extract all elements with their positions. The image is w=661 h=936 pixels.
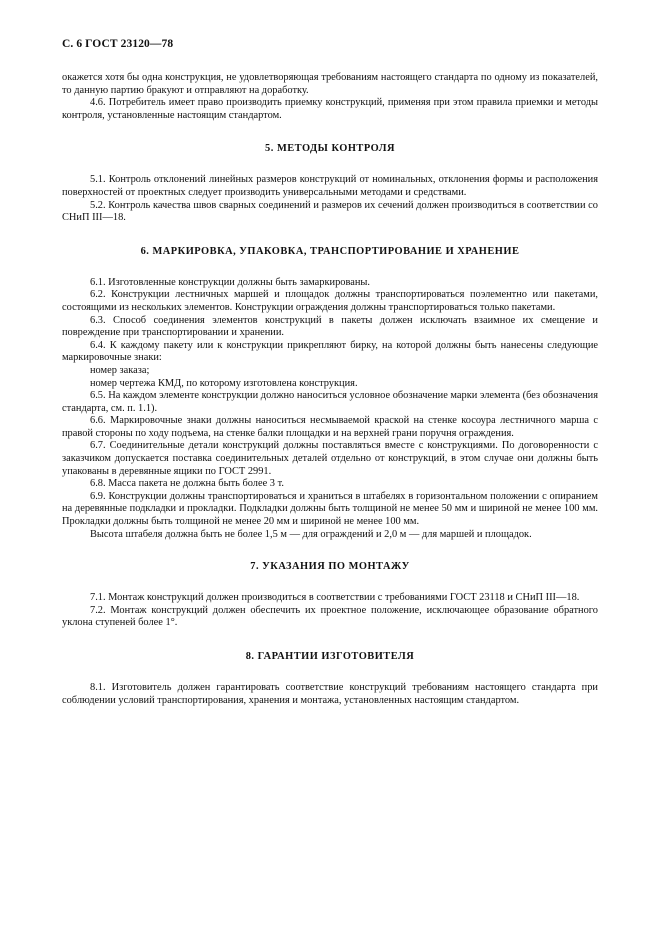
paragraph-6-7: 6.7. Соединительные детали конструкций должны поставляться вместе с конструкциями. По договоренности с заказчиком допускается поставка соединительных деталей отдельно от конструкций, в этом случае они должны быть упакованы в деревянные ящики по ГОСТ 2991. — [62, 440, 598, 477]
paragraph-5-1: 5.1. Контроль отклонений линейных размеров конструкций от номинальных, отклонения формы и расположения поверхностей от проектных следует производить универсальными методами и средствами. — [62, 174, 598, 198]
section-title-5: 5. МЕТОДЫ КОНТРОЛЯ — [265, 143, 395, 155]
paragraph-6-5: 6.5. На каждом элементе конструкции должно наноситься условное обозначение марки элемента (без обозначения стандарта, см. п. 1.1). — [62, 390, 598, 414]
paragraph-6-8: 6.8. Масса пакета не должна быть более 3 т. — [90, 478, 284, 490]
document-page — [62, 38, 598, 707]
paragraph-5-2: 5.2. Контроль качества швов сварных соединений и размеров их сечений должен производиться в соответствии со СНиП III—18. — [62, 199, 598, 224]
section-title-8: 8. ГАРАНТИИ ИЗГОТОВИТЕЛЯ — [245, 651, 415, 662]
section-title-6: 6. МАРКИРОВКА, УПАКОВКА, ТРАНСПОРТИРОВАНИЕ И ХРАНЕНИЕ — [140, 245, 520, 257]
list-item-drawing-number: номер чертежа КМД, по которому изготовлена конструкция. — [90, 377, 358, 389]
paragraph-7-2: 7.2. Монтаж конструкций должен обеспечить их проектное положение, исключающее образование обратного уклона ступеней более 1°. — [62, 604, 598, 629]
paragraph-6-6: 6.6. Маркировочные знаки должны наноситься несмываемой краской на стенке косоура лестничного марша с правой стороны по ходу подъема, на стенке балки площадки и на верхней грани поручня ограждения. — [62, 415, 598, 439]
paragraph-intro-continued: окажется хотя бы одна конструкция, не удовлетворяющая требованиям настоящего стандарта по одному из показателей, то данную партию бракуют и отправляют на доработку. — [62, 72, 598, 96]
paragraph-6-9: 6.9. Конструкции должны транспортироваться и храниться в штабелях в горизонтальном положении с опиранием на деревянные подкладки и прокладки. Подкладки должны быть толщиной не менее 50 мм и шириной не менее 100 мм. Прокладки должны быть толщиной не менее 20 мм и шириной не менее 100 мм. — [62, 490, 598, 528]
paragraph-6-4: 6.4. К каждому пакету или к конструкции прикрепляют бирку, на которой должны быть нанесены следующие маркировочные знаки: — [62, 339, 598, 364]
paragraph-stack-height: Высота штабеля должна быть не более 1,5 м — для ограждений и 2,0 м — для маршей и площадок. — [90, 528, 532, 540]
section-title-7: 7. УКАЗАНИЯ ПО МОНТАЖУ — [250, 561, 410, 573]
paragraph-6-3: 6.3. Способ соединения элементов конструкций в пакеты должен исключать взаимное их смещение и повреждение при транспортировании и хранении. — [62, 314, 598, 339]
list-item-order-number: номер заказа; — [90, 364, 150, 376]
paragraph-6-2: 6.2. Конструкции лестничных маршей и площадок должны транспортироваться поэлементно или пакетами, состоящими из нескольких элементов. Конструкции ограждения должны транспортироваться только пакетами. — [62, 289, 598, 313]
paragraph-6-1: 6.1. Изготовленные конструкции должны быть замаркированы. — [90, 276, 371, 288]
paragraph-4-6: 4.6. Потребитель имеет право производить приемку конструкций, применяя при этом правила приемки и методы контроля, установленные настоящим стандартом. — [62, 97, 598, 121]
paragraph-7-1: 7.1. Монтаж конструкций должен производиться в соответствии с требованиями ГОСТ 23118 и СНиП III—18. — [90, 592, 580, 604]
page-header: С. 6 ГОСТ 23120—78 — [62, 38, 174, 50]
paragraph-8-1: 8.1. Изготовитель должен гарантировать соответствие конструкций требованиям настоящего стандарта при соблюдении условий транспортирования, хранения и монтажа, установленных настоящим стандартом. — [62, 682, 598, 706]
